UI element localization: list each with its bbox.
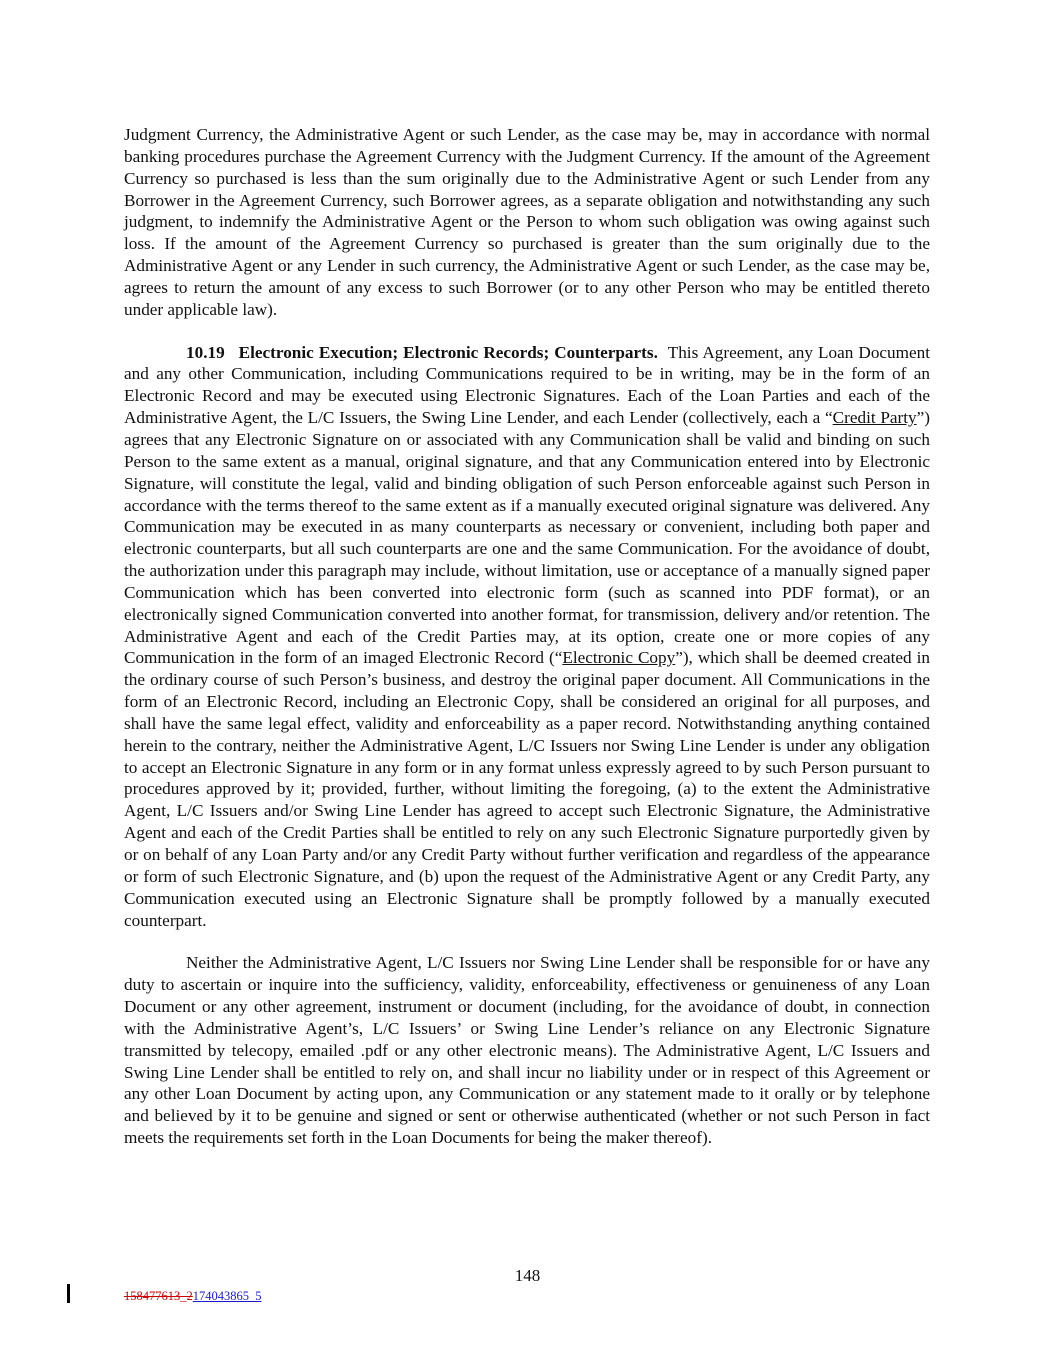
section-text-part-a: This Agreement, any Loan Document and any other Communication, including Communications required to be in writing, may be in the form of an Electronic Record and may be executed using Electronic Signatures. Each of the Loan Parties and each of the Administrative Agent, the L/C Issuers, the Swing Line Lender, and each Lender (collectively, each a “ xyxy=(124,342,930,428)
document-body xyxy=(124,124,930,1149)
change-bar xyxy=(67,1284,70,1303)
page-number: 148 xyxy=(514,1266,541,1285)
section-heading xyxy=(186,343,658,362)
section-number: 10.19 xyxy=(186,342,225,362)
defined-term-electronic-copy: Electronic Copy xyxy=(562,648,676,668)
section-text-part-b: ”) agrees that any Electronic Signature on or associated with any Communication shall be valid and binding on such Person to the same extent as a manual, original signature, and that any Communication entered into by Electronic Signature, will constitute the legal, valid and binding obligation of such Person enforceable against such Person in accordance with the terms thereof to the same extent as if a manually executed original signature was delivered. Any Communication may be executed in as many counterparts as necessary or convenient, including both paper and electronic counterparts, but all such counterparts are one and the same Communication. For the avoidance of doubt, the authorization under this paragraph may include, without limitation, use or acceptance of a manually signed paper Communication which has been converted into electronic form (such as scanned into PDF format), or an electronically signed Communication converted into another format, for transmission, delivery and/or retention. The Administrative Agent and each of the Credit Parties may, at its option, create one or more copies of any Communication in the form of an imaged Electronic Record (“ xyxy=(124,408,930,668)
document-id-deleted: 158477613_2 xyxy=(124,1289,193,1303)
section-text-part-c: ”), which shall be deemed created in the ordinary course of such Person’s business, and destroy the original paper document. All Communications in the form of an Electronic Record, including an Electronic Copy, shall be considered an original for all purposes, and shall have the same legal effect, validity and enforceability as a paper record. Notwithstanding anything contained herein to the contrary, neither the Administrative Agent, L/C Issuers nor Swing Line Lender is under any obligation to accept an Electronic Signature in any form or in any format unless expressly agreed to by such Person pursuant to procedures approved by it; provided, further, without limiting the foregoing, (a) to the extent the Administrative Agent, L/C Issuers and/or Swing Line Lender has agreed to accept such Electronic Signature, the Administrative Agent and each of the Credit Parties shall be entitled to rely on any such Electronic Signature purportedly given by or on behalf of any Loan Party and/or any Credit Party without further verification and regardless of the appearance or form of such Electronic Signature, and (b) upon the request of the Administrative Agent or any Credit Party, any Communication executed using an Electronic Signature shall be promptly followed by a manually executed counterpart. xyxy=(124,648,930,930)
document-id xyxy=(124,1289,262,1304)
section-10-19 xyxy=(124,342,930,932)
defined-term-credit-party: Credit Party xyxy=(832,408,917,428)
document-id-inserted: 174043865_5 xyxy=(192,1289,262,1303)
paragraph-reliance: Neither the Administrative Agent, L/C Issuers nor Swing Line Lender shall be responsible for or have any duty to ascertain or inquire into the sufficiency, validity, enforceability, effectiveness or genuineness of any Loan Document or any other agreement, instrument or document (including, for the avoidance of doubt, in connection with the Administrative Agent’s, L/C Issuers’ or Swing Line Lender’s reliance on any Electronic Signature transmitted by telecopy, emailed .pdf or any other electronic means). The Administrative Agent, L/C Issuers and Swing Line Lender shall be entitled to rely on, and shall incur no liability under or in respect of this Agreement or any other Loan Document by acting upon, any Communication or any statement made to it orally or by telephone and believed by it to be genuine and signed or sent or otherwise authenticated (whether or not such Person in fact meets the requirements set forth in the Loan Documents for being the maker thereof). xyxy=(124,953,930,1148)
section-title: Electronic Execution; Electronic Records; Counterparts. xyxy=(238,342,658,362)
paragraph-judgment-currency: Judgment Currency, the Administrative Agent or such Lender, as the case may be, may in accordance with normal banking procedures purchase the Agreement Currency with the Judgment Currency. If the amount of the Agreement Currency so purchased is less than the sum originally due to the Administrative Agent or such Lender from any Borrower in the Agreement Currency, such Borrower agrees, as a separate obligation and notwithstanding any such judgment, to indemnify the Administrative Agent or the Person to whom such obligation was owing against such loss. If the amount of the Agreement Currency so purchased is greater than the sum originally due to the Administrative Agent or any Lender in such currency, the Administrative Agent or such Lender, as the case may be, agrees to return the amount of any excess to such Borrower (or to any other Person who may be entitled thereto under applicable law). xyxy=(124,125,930,319)
